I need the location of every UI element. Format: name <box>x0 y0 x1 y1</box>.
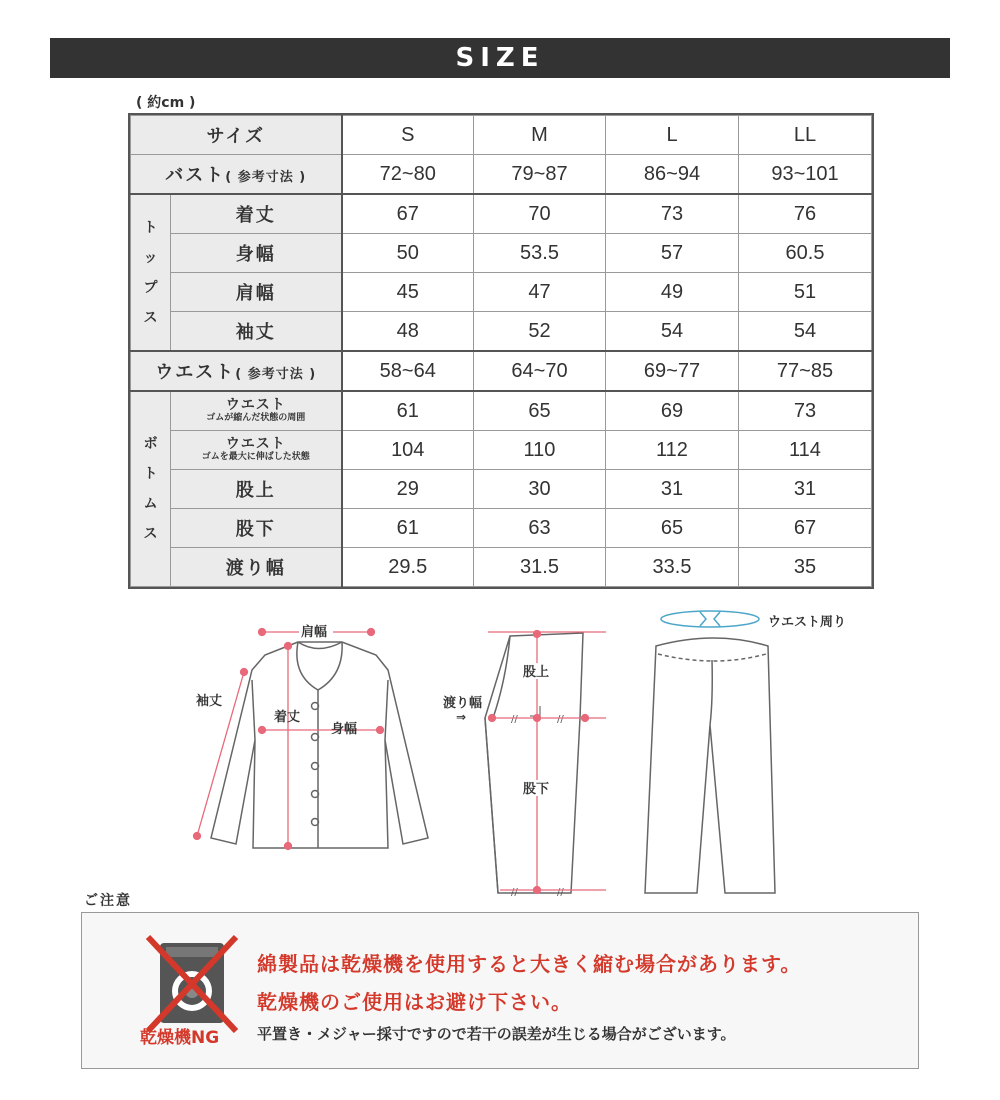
header-label: サイズ <box>131 116 342 155</box>
row-label <box>171 431 342 470</box>
table-cell: 35 <box>739 548 872 587</box>
row-label: 渡り幅 <box>171 548 342 587</box>
table-cell: 50 <box>342 234 474 273</box>
table-cell: 79~87 <box>474 155 606 195</box>
table-row <box>131 312 872 352</box>
row-label-main: ウエスト <box>225 396 286 413</box>
table-cell: 31.5 <box>474 548 606 587</box>
svg-text://: // <box>557 887 564 898</box>
bust-row <box>131 155 872 195</box>
table-cell: 58~64 <box>342 351 474 391</box>
row-label: 身幅 <box>171 234 342 273</box>
table-row <box>131 431 872 470</box>
table-cell: 54 <box>739 312 872 352</box>
measurement-diagram <box>180 608 880 898</box>
table-cell: 65 <box>606 509 739 548</box>
row-label: 股上 <box>171 470 342 509</box>
table-cell: 60.5 <box>739 234 872 273</box>
svg-text://: // <box>511 714 518 725</box>
table-cell: 61 <box>342 391 474 431</box>
table-cell: 73 <box>606 194 739 234</box>
banner-title: SIZE <box>455 43 545 73</box>
bust-label-cell <box>131 155 342 195</box>
svg-text://: // <box>511 887 518 898</box>
table-row <box>131 273 872 312</box>
table-cell: 53.5 <box>474 234 606 273</box>
row-label <box>171 391 342 431</box>
table-cell: 57 <box>606 234 739 273</box>
group-char: プ <box>143 279 158 296</box>
table-cell: 86~94 <box>606 155 739 195</box>
waist-label: ウエスト <box>155 362 236 383</box>
table-cell: 114 <box>739 431 872 470</box>
table-cell: 104 <box>342 431 474 470</box>
table-cell: 29.5 <box>342 548 474 587</box>
table-cell: 63 <box>474 509 606 548</box>
size-header: M <box>474 116 606 155</box>
arrow-icon: ⇒ <box>456 710 467 724</box>
row-label: 股下 <box>171 509 342 548</box>
group-char: ト <box>143 466 158 482</box>
notice-line-3: 平置き・メジャー採寸ですので若干の誤差が生じる場合がございます。 <box>257 1025 736 1043</box>
table-cell: 69~77 <box>606 351 739 391</box>
table-cell: 76 <box>739 194 872 234</box>
row-label: 肩幅 <box>171 273 342 312</box>
bust-label: バスト <box>165 165 226 186</box>
table-cell: 93~101 <box>739 155 872 195</box>
waist-note: ( 参考寸法 ) <box>235 367 317 382</box>
width-label: 身幅 <box>331 722 358 737</box>
rise-label: 股上 <box>523 665 550 680</box>
sleeve-label: 袖丈 <box>196 694 223 709</box>
table-cell: 30 <box>474 470 606 509</box>
table-cell: 54 <box>606 312 739 352</box>
table-cell: 110 <box>474 431 606 470</box>
size-header: L <box>606 116 739 155</box>
table-cell: 69 <box>606 391 739 431</box>
table-cell: 61 <box>342 509 474 548</box>
tops-group-label <box>131 194 171 351</box>
table-row <box>131 509 872 548</box>
no-dryer-icon <box>142 933 242 1033</box>
group-char: ッ <box>143 249 158 266</box>
group-char: ボ <box>143 436 158 452</box>
table-row <box>131 548 872 587</box>
table-cell: 29 <box>342 470 474 509</box>
table-cell: 31 <box>606 470 739 509</box>
table-cell: 65 <box>474 391 606 431</box>
row-label-sub: ゴムが縮んだ状態の周囲 <box>206 412 306 423</box>
header-row <box>131 116 872 155</box>
thigh-label: 渡り幅 <box>443 696 483 711</box>
group-char: ト <box>143 219 158 236</box>
row-label-sub: ゴムを最大に伸ばした状態 <box>201 451 310 462</box>
table-cell: 67 <box>342 194 474 234</box>
notice-label: ご注意 <box>84 893 132 909</box>
group-char: ス <box>143 526 158 542</box>
size-header: S <box>342 116 474 155</box>
table-cell: 31 <box>739 470 872 509</box>
group-char: ス <box>143 309 158 326</box>
table-cell: 64~70 <box>474 351 606 391</box>
table-cell: 70 <box>474 194 606 234</box>
table-cell: 45 <box>342 273 474 312</box>
table-cell: 49 <box>606 273 739 312</box>
pants-front-illustration <box>645 638 775 893</box>
notice-line-1: 綿製品は乾燥機を使用すると大きく縮む場合があります。 <box>257 952 802 976</box>
table-row <box>131 194 872 234</box>
length-label: 着丈 <box>274 710 301 725</box>
size-header: LL <box>739 116 872 155</box>
table-cell: 48 <box>342 312 474 352</box>
no-dryer-label: 乾燥機NG <box>140 1028 220 1048</box>
table-cell: 112 <box>606 431 739 470</box>
svg-text://: // <box>557 714 564 725</box>
notice-line-2: 乾燥機のご使用はお避け下さい。 <box>257 990 572 1014</box>
table-cell: 52 <box>474 312 606 352</box>
table-cell: 73 <box>739 391 872 431</box>
table-cell: 51 <box>739 273 872 312</box>
notice-box <box>81 912 919 1069</box>
row-label: 着丈 <box>171 194 342 234</box>
bust-note: ( 参考寸法 ) <box>225 170 307 185</box>
waist-around-label: ウエスト周り <box>768 615 847 630</box>
group-char: ム <box>143 496 158 512</box>
bottoms-group-label <box>131 391 171 587</box>
table-cell: 33.5 <box>606 548 739 587</box>
size-banner <box>50 38 950 78</box>
shoulder-label: 肩幅 <box>301 625 328 640</box>
row-label: 袖丈 <box>171 312 342 352</box>
waist-arrow-icon <box>661 611 759 627</box>
waist-label-cell <box>131 351 342 391</box>
table-cell: 67 <box>739 509 872 548</box>
inseam-label: 股下 <box>523 782 550 797</box>
table-row <box>131 470 872 509</box>
unit-note: ( 約cm ) <box>136 95 196 111</box>
table-row <box>131 391 872 431</box>
table-row <box>131 234 872 273</box>
size-table <box>130 115 872 587</box>
table-cell: 72~80 <box>342 155 474 195</box>
row-label-main: ウエスト <box>225 435 286 452</box>
table-cell: 47 <box>474 273 606 312</box>
table-cell: 77~85 <box>739 351 872 391</box>
waist-row <box>131 351 872 391</box>
